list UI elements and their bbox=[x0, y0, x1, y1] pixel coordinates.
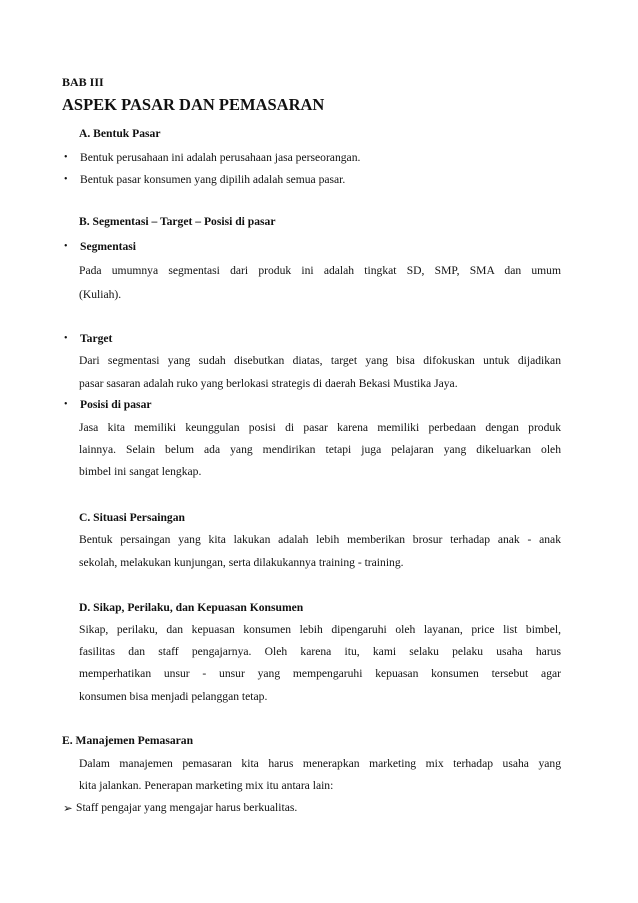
bullet-icon: • bbox=[64, 152, 68, 163]
posisi-line-2: lainnya. Selain belum ada yang mendirikan tetapi juga pelajaran yang dikeluarkan oleh bbox=[79, 443, 561, 456]
section-c-line-1: Bentuk persaingan yang kita lakukan adalah lebih memberikan brosur terhadap anak - anak bbox=[79, 533, 561, 546]
section-e-line-2: kita jalankan. Penerapan marketing mix itu antara lain: bbox=[79, 779, 334, 792]
segmentasi-line-1: Pada umumnya segmentasi dari produk ini adalah tingkat SD, SMP, SMA dan umum bbox=[79, 264, 561, 277]
section-b-heading: B. Segmentasi – Target – Posisi di pasar bbox=[79, 215, 276, 228]
section-d-heading: D. Sikap, Perilaku, dan Kepuasan Konsumen bbox=[79, 601, 304, 614]
section-d-line-3: memperhatikan unsur - unsur yang mempengaruhi kepuasan konsumen tersebut agar bbox=[79, 667, 561, 680]
arrow-bullet-icon: ➢ bbox=[63, 802, 73, 815]
segmentasi-label: Segmentasi bbox=[80, 240, 137, 253]
section-d-line-4: konsumen bisa menjadi pelanggan tetap. bbox=[79, 690, 268, 703]
segmentasi-line-2: (Kuliah). bbox=[79, 288, 122, 301]
section-c-heading: C. Situasi Persaingan bbox=[79, 511, 185, 524]
section-a-bullet-1: Bentuk perusahaan ini adalah perusahaan jasa perseorangan. bbox=[80, 151, 361, 164]
section-a-bullet-2: Bentuk pasar konsumen yang dipilih adalah semua pasar. bbox=[80, 173, 346, 186]
bullet-icon: • bbox=[64, 174, 68, 185]
posisi-label: Posisi di pasar bbox=[80, 398, 152, 411]
section-d-line-2: fasilitas dan staff pengajarnya. Oleh karena itu, kami selaku pelaku usaha harus bbox=[79, 645, 561, 658]
target-label: Target bbox=[80, 332, 113, 345]
bullet-icon: • bbox=[64, 241, 68, 252]
posisi-line-1: Jasa kita memiliki keunggulan posisi di pasar karena memiliki perbedaan dengan produk bbox=[79, 421, 561, 434]
section-a-heading: A. Bentuk Pasar bbox=[79, 127, 161, 140]
bullet-icon: • bbox=[64, 399, 68, 410]
section-c-line-2: sekolah, melakukan kunjungan, serta dilakukannya training - training. bbox=[79, 556, 404, 569]
section-e-heading: E. Manajemen Pemasaran bbox=[62, 734, 194, 747]
section-d-line-1: Sikap, perilaku, dan kepuasan konsumen lebih dipengaruhi oleh layanan, price list bimbel, bbox=[79, 623, 561, 636]
target-line-2: pasar sasaran adalah ruko yang berlokasi strategis di daerah Bekasi Mustika Jaya. bbox=[79, 377, 458, 390]
chapter-label: BAB III bbox=[62, 75, 104, 89]
posisi-line-3: bimbel ini sangat lengkap. bbox=[79, 465, 202, 478]
section-e-arrow-item: Staff pengajar yang mengajar harus berkualitas. bbox=[76, 801, 298, 814]
page-title: ASPEK PASAR DAN PEMASARAN bbox=[62, 95, 325, 114]
target-line-1: Dari segmentasi yang sudah disebutkan diatas, target yang bisa difokuskan untuk dijadikan bbox=[79, 354, 561, 367]
bullet-icon: • bbox=[64, 333, 68, 344]
section-e-line-1: Dalam manajemen pemasaran kita harus menerapkan marketing mix terhadap usaha yang bbox=[79, 757, 561, 770]
